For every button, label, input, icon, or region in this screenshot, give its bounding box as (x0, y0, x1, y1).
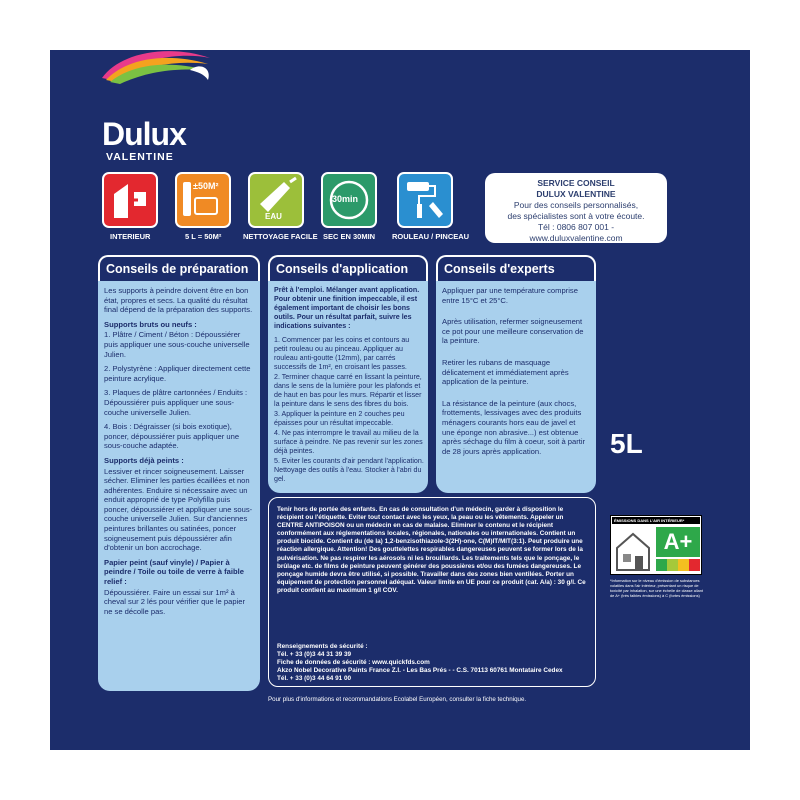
service-line-1: Pour des conseils personnalisés, (513, 200, 639, 210)
prep-heading-painted: Supports déjà peints : (104, 455, 184, 465)
expert-title: Conseils d'experts (436, 255, 596, 281)
prep-item: 1. Plâtre / Ciment / Béton : Dépoussiérer puis appliquer une sous-couche universelle Julien. (104, 330, 250, 359)
expert-text (442, 286, 588, 461)
app-text (274, 286, 424, 489)
safety-phone: Tél. + 33 (0)3 44 31 39 39 (277, 651, 352, 659)
app-step: 2. Terminer chaque carré en lissant la peinture, dans le sens de la lumière pour les plafonds et de haut en bas pour les murs. Répartir et lisser la peinture dans le sens des fibres du bois. (274, 373, 422, 408)
safety-phone-2: Tél. + 33 (0)3 44 64 91 00 (277, 675, 352, 683)
service-phone: Tél : 0806 807 001 - (537, 222, 615, 232)
app-title: Conseils d'application (268, 255, 428, 281)
app-step: 4. Ne pas interrompre le travail au milieu de la surface à peindre. Ne pas revenir sur les zones déjà peintes. (274, 429, 423, 455)
safety-address: Akzo Nobel Decorative Paints France Z.I. - Les Bas Prés - - C.S. 70113 60761 Montataire Cedex (277, 667, 563, 675)
dulux-swoosh-icon (50, 44, 220, 84)
coverage-badge: ±50M² (193, 181, 219, 191)
easy-clean-badge: EAU (265, 212, 282, 221)
prep-item: 3. Plaques de plâtre cartonnées / Enduits : Dépoussiérer puis appliquer une sous-couche universelle Julien. (104, 388, 248, 417)
icon-caption: NETTOYAGE FACILE (243, 232, 318, 241)
prep-item: Dépoussiérer. Faire un essai sur 1m² à cheval sur 2 lés pour vérifier que le papier ne se décolle pas. (104, 587, 245, 616)
drying-time-icon (321, 172, 377, 228)
safety-fds: Fiche de données de sécurité : www.quickfds.com (277, 659, 430, 667)
icon-caption: INTERIEUR (110, 232, 151, 241)
expert-tip: La résistance de la peinture (aux chocs, frottements, lessivages avec des produits ménagers courants hors eau de javel et une éponge non abrasive...) est obtenue après séchage du film à coeur, soit à partir de 28 jours après application. (442, 398, 586, 456)
icon-caption: ROULEAU / PINCEAU (392, 232, 470, 241)
prep-item: 2. Polystyrène : Appliquer directement cette peinture acrylique. (104, 364, 251, 383)
roller-brush-icon (397, 172, 453, 228)
brand-name: Dulux (102, 116, 186, 152)
safety-box (268, 497, 596, 687)
service-conseil-box (485, 173, 667, 243)
air-quality-grade: A+ (656, 527, 700, 557)
service-title-1: SERVICE CONSEIL (537, 178, 615, 188)
prep-title: Conseils de préparation (98, 255, 260, 281)
ecolabel-footer: Pour plus d'informations et recommandations Ecolabel Européen, consulter la fiche technique. (268, 696, 527, 703)
expert-tip: Retirer les rubans de masquage délicatement et immédiatement après application de la peinture. (442, 357, 569, 387)
prep-item: Lessiver et rincer soigneusement. Laisser sécher. Eliminer les parties écaillées et non adhérentes. Enduire si nécessaire avec un enduit approprié de type Polyfilla puis poncer, dépoussiérer et appliquer une sous-couche universelle Julien. Sur d'anciennes peintures brillantes ou satinées, poncer soigneusement puis dépoussiérer afin d'obtenir un bon accrochage. (104, 466, 253, 553)
volume-label: 5L (610, 428, 643, 459)
safety-text: Tenir hors de portée des enfants. En cas de consultation d'un médecin, garder à disposition le récipient ou l'étiquette. Eviter tout contact avec les yeux, la peau ou les vêtements. Appeler un CENTRE ANTIPOISON ou un médecin en cas de malaise. Eliminer le contenu et le récipient conformément aux réglementations locales, régionales, nationales ou internationales. Contient un produit biocide. Contient du (de la) 1,2-benzisothiazole-3(2H)-one, C(M)IT/MIT(3:1). Peut produire une réaction allergique. Attention! Des gouttelettes respirables dangereuses peuvent se former lors de la pulvérisation. Ne pas respirer les aérosols ni les brouillards. Les traitements tels que le ponçage, le brûlage etc. de films de peinture peuvent générer des poussières et/ou des fumées dangereuses. Le ponçage humide devra être utilisé, si possible. Travailler dans des zones bien ventilées. Porter un équipement de protection personnel adéquat. Valeur limite en UE pour ce produit (cat. A/a) : 30 g/l. Ce produit contient au maximum 1 g/l COV. (277, 506, 586, 594)
safety-info-title: Renseignements de sécurité : (277, 643, 368, 651)
service-line-2: des spécialistes sont à votre écoute. (507, 211, 645, 221)
brand-sub: VALENTINE (106, 151, 174, 163)
service-website: www.duluxvalentine.com (529, 233, 623, 243)
prep-intro: Les supports à peindre doivent être en bon état, propres et secs. La qualité du résultat final dépend de la préparation des supports. (104, 286, 253, 315)
expert-tip: Appliquer par une température comprise entre 15°C et 25°C. (442, 286, 578, 305)
interior-icon (102, 172, 158, 228)
air-quality-note: *Information sur le niveau d'émission de substances volatiles dans l'air intérieur, présentant un risque de toxicité par inhalation, sur une échelle de classe allant de A+ (très faibles émissions) à C (fortes émissions) (610, 578, 703, 598)
service-title-2: DULUX VALENTINE (536, 189, 616, 199)
drying-time-badge: 30min (332, 194, 359, 204)
app-step: 5. Eviter les courants d'air pendant l'application. Nettoyage des outils à l'eau. Stocker à l'abri du gel. (274, 457, 424, 483)
air-quality-label (610, 515, 702, 575)
prep-heading-wallpaper: Papier peint (sauf vinyle) / Papier à peindre / Toile ou toile de verre à faible relief : (104, 557, 244, 587)
icon-caption: SEC EN 30MIN (323, 232, 376, 241)
app-lead: Prêt à l'emploi. Mélanger avant application. Pour obtenir une finition impeccable, il est également important de choisir les bons outils. Pour un résultat parfait, suivre les indications suivantes : (274, 286, 420, 330)
coverage-icon (175, 172, 231, 228)
prep-item: 4. Bois : Dégraisser (si bois exotique), poncer, dépoussiérer puis appliquer une sous-couche adaptée. (104, 422, 240, 451)
air-quality-scale (656, 559, 700, 571)
app-step: 1. Commencer par les coins et contours au petit rouleau ou au pinceau. Appliquer au rouleau anti-goutte (12mm), par carrés successifs de 1m², en croisant les passes. (274, 336, 410, 371)
expert-tip: Après utilisation, refermer soigneusement ce pot pour une meilleure conservation de la peinture. (442, 317, 584, 346)
prep-heading-raw: Supports bruts ou neufs : (104, 319, 197, 329)
easy-clean-icon (248, 172, 304, 228)
prep-text (104, 286, 254, 621)
icon-caption: 5 L = 50M² (185, 232, 222, 241)
air-quality-title: ÉMISSIONS DANS L'AIR INTÉRIEUR* (612, 517, 700, 524)
house-icon (613, 526, 653, 572)
app-step: 3. Appliquer la peinture en 2 couches peu épaisses pour un résultat impeccable. (274, 410, 405, 427)
